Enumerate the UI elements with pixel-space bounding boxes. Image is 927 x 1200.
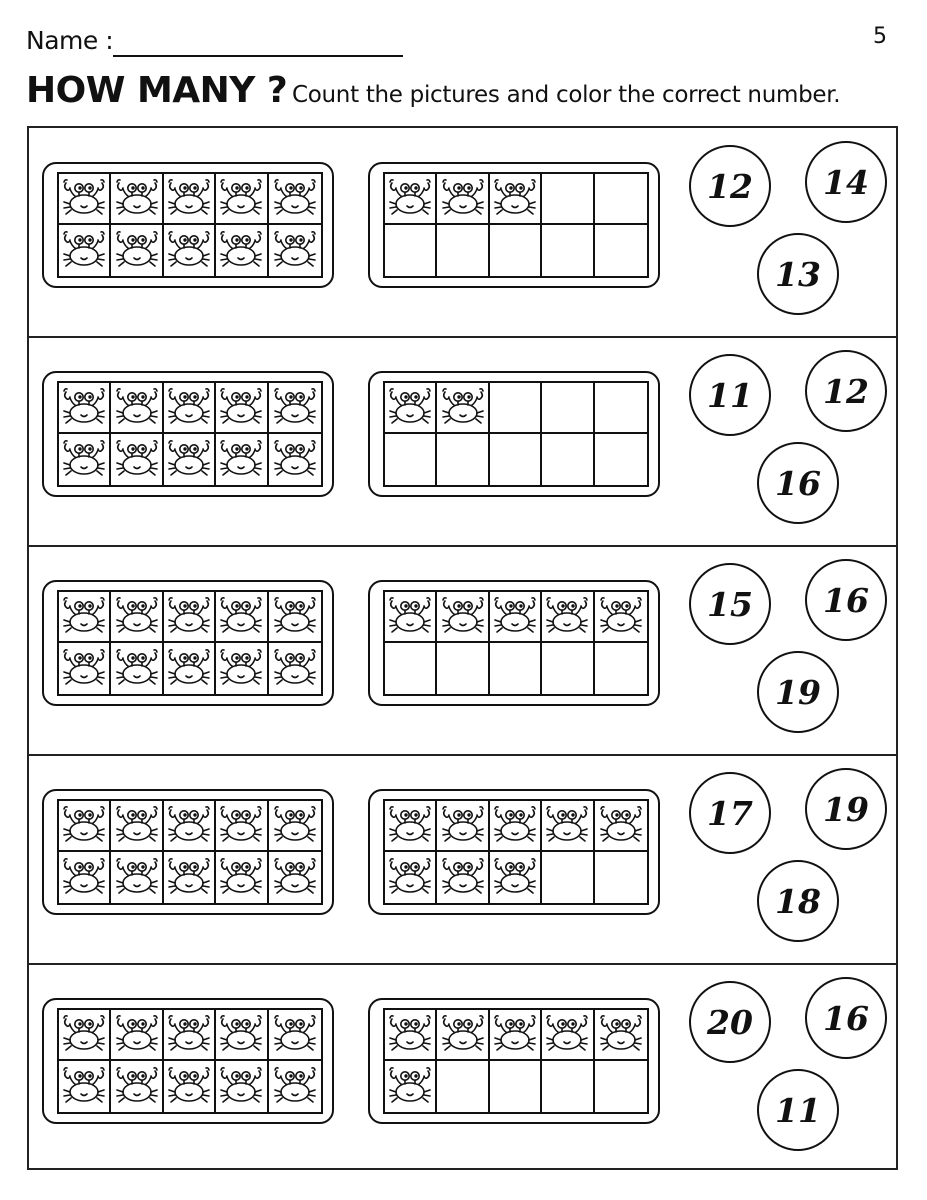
- ten-frame-cell: [111, 592, 163, 643]
- ten-frame-cell: [216, 225, 268, 276]
- crab-icon: [271, 386, 319, 430]
- ten-frame-cell: [437, 225, 489, 276]
- crab-icon: [217, 1065, 265, 1109]
- ten-frame-cell: [269, 643, 321, 694]
- ten-frame-cells: [57, 381, 323, 487]
- ten-frame-cell: [542, 383, 594, 434]
- ten-frame-cell: [385, 1061, 437, 1112]
- ten-frame-cell: [111, 174, 163, 225]
- ten-frame-cell: [164, 225, 216, 276]
- ten-frame-cells: [57, 1008, 323, 1114]
- ten-frame-cell: [111, 801, 163, 852]
- problem-row: [29, 337, 896, 546]
- crab-icon: [597, 1013, 645, 1057]
- ten-frame-cell: [437, 643, 489, 694]
- crab-icon: [439, 1013, 487, 1057]
- worksheet-title: HOW MANY ?: [26, 70, 288, 111]
- ten-frame-cell: [164, 434, 216, 485]
- ten-frame-cell: [269, 434, 321, 485]
- ten-frame-cell: [542, 852, 594, 903]
- crab-icon: [491, 856, 539, 900]
- ten-frame-cells: [57, 799, 323, 905]
- crab-icon: [439, 386, 487, 430]
- crab-icon: [543, 595, 591, 639]
- ten-frame-cell: [595, 643, 647, 694]
- number-choice[interactable]: 11: [689, 354, 771, 436]
- number-choice[interactable]: 19: [757, 651, 839, 733]
- worksheet-grid: [27, 126, 898, 1170]
- crab-icon: [271, 856, 319, 900]
- ten-frame-cell: [595, 1061, 647, 1112]
- crab-icon: [491, 804, 539, 848]
- ten-frame-cell: [269, 1010, 321, 1061]
- crab-icon: [386, 595, 434, 639]
- ten-frame-cell: [595, 592, 647, 643]
- ten-frame-cell: [385, 852, 437, 903]
- crab-icon: [113, 856, 161, 900]
- crab-icon: [217, 595, 265, 639]
- ten-frame-cell: [269, 383, 321, 434]
- ten-frame-cell: [164, 592, 216, 643]
- row-divider: [29, 545, 896, 547]
- name-line[interactable]: [113, 55, 403, 57]
- ten-frame-cells: [383, 381, 649, 487]
- ten-frame-cell: [490, 1010, 542, 1061]
- crab-icon: [597, 595, 645, 639]
- ten-frame-cell: [542, 174, 594, 225]
- number-choice[interactable]: 18: [757, 860, 839, 942]
- crab-icon: [543, 1013, 591, 1057]
- ten-frame-cell: [542, 643, 594, 694]
- crab-icon: [271, 438, 319, 482]
- ten-frame-cell: [111, 1061, 163, 1112]
- ten-frame-cell: [59, 174, 111, 225]
- crab-icon: [543, 804, 591, 848]
- crab-icon: [113, 438, 161, 482]
- ten-frame-left: [42, 789, 334, 915]
- ten-frame-left: [42, 162, 334, 288]
- ten-frame-cell: [216, 434, 268, 485]
- ten-frame-cell: [59, 852, 111, 903]
- crab-icon: [217, 177, 265, 221]
- name-label: Name :: [26, 26, 114, 55]
- ten-frame-cell: [490, 434, 542, 485]
- ten-frame-left: [42, 998, 334, 1124]
- crab-icon: [386, 1065, 434, 1109]
- ten-frame-cell: [269, 174, 321, 225]
- crab-icon: [386, 1013, 434, 1057]
- ten-frame-cell: [437, 434, 489, 485]
- crab-icon: [60, 647, 108, 691]
- crab-icon: [271, 804, 319, 848]
- crab-icon: [60, 856, 108, 900]
- crab-icon: [113, 386, 161, 430]
- ten-frame-cell: [595, 174, 647, 225]
- crab-icon: [386, 856, 434, 900]
- ten-frame-cell: [595, 852, 647, 903]
- crab-icon: [491, 595, 539, 639]
- ten-frame-cell: [437, 1010, 489, 1061]
- instruction-text: Count the pictures and color the correct number.: [292, 82, 841, 108]
- crab-icon: [271, 1065, 319, 1109]
- ten-frame-right: [368, 580, 660, 706]
- ten-frame-cell: [164, 801, 216, 852]
- number-choice[interactable]: 11: [757, 1069, 839, 1151]
- ten-frame-cell: [164, 643, 216, 694]
- crab-icon: [217, 438, 265, 482]
- ten-frame-cell: [595, 225, 647, 276]
- ten-frame-cell: [164, 174, 216, 225]
- crab-icon: [217, 386, 265, 430]
- number-choice[interactable]: 16: [757, 442, 839, 524]
- ten-frame-cell: [385, 643, 437, 694]
- crab-icon: [165, 595, 213, 639]
- crab-icon: [113, 229, 161, 273]
- number-choice[interactable]: 12: [805, 350, 887, 432]
- ten-frame-cell: [542, 801, 594, 852]
- ten-frame-right: [368, 162, 660, 288]
- ten-frame-cell: [59, 434, 111, 485]
- ten-frame-cell: [59, 643, 111, 694]
- ten-frame-cell: [269, 1061, 321, 1112]
- ten-frame-cell: [595, 434, 647, 485]
- ten-frame-cell: [437, 592, 489, 643]
- crab-icon: [113, 804, 161, 848]
- number-choice[interactable]: 19: [805, 768, 887, 850]
- crab-icon: [439, 856, 487, 900]
- crab-icon: [217, 229, 265, 273]
- ten-frame-cell: [437, 174, 489, 225]
- crab-icon: [217, 1013, 265, 1057]
- crab-icon: [165, 647, 213, 691]
- ten-frame-cell: [216, 383, 268, 434]
- crab-icon: [165, 804, 213, 848]
- crab-icon: [165, 1013, 213, 1057]
- ten-frame-cells: [383, 172, 649, 278]
- ten-frame-left: [42, 580, 334, 706]
- number-choice[interactable]: 16: [805, 559, 887, 641]
- problem-row: [29, 128, 896, 337]
- crab-icon: [386, 386, 434, 430]
- crab-icon: [386, 804, 434, 848]
- ten-frame-cell: [437, 852, 489, 903]
- ten-frame-cell: [111, 1010, 163, 1061]
- ten-frame-cells: [57, 172, 323, 278]
- ten-frame-cell: [164, 1061, 216, 1112]
- ten-frame-cell: [490, 643, 542, 694]
- number-choice[interactable]: 12: [689, 145, 771, 227]
- ten-frame-right: [368, 371, 660, 497]
- ten-frame-cell: [437, 801, 489, 852]
- problem-row: [29, 964, 896, 1173]
- ten-frame-cell: [111, 434, 163, 485]
- ten-frame-cell: [164, 1010, 216, 1061]
- ten-frame-cell: [542, 1061, 594, 1112]
- ten-frame-cell: [59, 1061, 111, 1112]
- crab-icon: [60, 386, 108, 430]
- ten-frame-cell: [269, 852, 321, 903]
- crab-icon: [597, 804, 645, 848]
- ten-frame-cell: [385, 434, 437, 485]
- crab-icon: [60, 804, 108, 848]
- ten-frame-cells: [383, 590, 649, 696]
- page-number: 5: [873, 24, 887, 49]
- crab-icon: [165, 229, 213, 273]
- ten-frame-cell: [385, 383, 437, 434]
- ten-frame-cell: [164, 383, 216, 434]
- crab-icon: [439, 804, 487, 848]
- number-choice[interactable]: 17: [689, 772, 771, 854]
- crab-icon: [60, 177, 108, 221]
- ten-frame-cell: [111, 643, 163, 694]
- ten-frame-cell: [216, 852, 268, 903]
- crab-icon: [60, 438, 108, 482]
- crab-icon: [60, 1065, 108, 1109]
- crab-icon: [439, 177, 487, 221]
- crab-icon: [165, 177, 213, 221]
- ten-frame-cell: [542, 592, 594, 643]
- ten-frame-cell: [269, 801, 321, 852]
- ten-frame-cell: [490, 1061, 542, 1112]
- ten-frame-cell: [385, 174, 437, 225]
- ten-frame-cell: [59, 225, 111, 276]
- crab-icon: [113, 1065, 161, 1109]
- crab-icon: [165, 1065, 213, 1109]
- ten-frame-cell: [490, 592, 542, 643]
- ten-frame-cell: [111, 852, 163, 903]
- ten-frame-cell: [269, 225, 321, 276]
- crab-icon: [217, 856, 265, 900]
- ten-frame-cells: [383, 1008, 649, 1114]
- ten-frame-cell: [385, 1010, 437, 1061]
- ten-frame-cell: [490, 852, 542, 903]
- crab-icon: [60, 1013, 108, 1057]
- crab-icon: [60, 229, 108, 273]
- row-divider: [29, 963, 896, 965]
- ten-frame-cell: [385, 225, 437, 276]
- ten-frame-cells: [57, 590, 323, 696]
- ten-frame-cell: [385, 801, 437, 852]
- ten-frame-cell: [216, 1061, 268, 1112]
- problem-row: [29, 755, 896, 964]
- crab-icon: [439, 595, 487, 639]
- ten-frame-cell: [595, 801, 647, 852]
- ten-frame-cell: [216, 801, 268, 852]
- ten-frame-cell: [542, 434, 594, 485]
- crab-icon: [165, 386, 213, 430]
- crab-icon: [271, 229, 319, 273]
- crab-icon: [271, 177, 319, 221]
- ten-frame-cell: [542, 225, 594, 276]
- ten-frame-cell: [59, 1010, 111, 1061]
- crab-icon: [271, 647, 319, 691]
- crab-icon: [165, 438, 213, 482]
- ten-frame-cell: [490, 383, 542, 434]
- crab-icon: [217, 804, 265, 848]
- ten-frame-cell: [490, 801, 542, 852]
- ten-frame-left: [42, 371, 334, 497]
- crab-icon: [271, 1013, 319, 1057]
- crab-icon: [491, 177, 539, 221]
- number-choice[interactable]: 16: [805, 977, 887, 1059]
- ten-frame-cell: [595, 383, 647, 434]
- crab-icon: [271, 595, 319, 639]
- ten-frame-cell: [59, 383, 111, 434]
- number-choice[interactable]: 14: [805, 141, 887, 223]
- crab-icon: [165, 856, 213, 900]
- ten-frame-cell: [490, 174, 542, 225]
- ten-frame-right: [368, 789, 660, 915]
- ten-frame-cell: [59, 592, 111, 643]
- ten-frame-cell: [595, 1010, 647, 1061]
- crab-icon: [113, 1013, 161, 1057]
- crab-icon: [113, 647, 161, 691]
- ten-frame-cells: [383, 799, 649, 905]
- crab-icon: [217, 647, 265, 691]
- ten-frame-cell: [111, 225, 163, 276]
- ten-frame-cell: [111, 383, 163, 434]
- ten-frame-cell: [164, 852, 216, 903]
- ten-frame-cell: [269, 592, 321, 643]
- row-divider: [29, 336, 896, 338]
- ten-frame-cell: [216, 174, 268, 225]
- ten-frame-right: [368, 998, 660, 1124]
- number-choice[interactable]: 15: [689, 563, 771, 645]
- ten-frame-cell: [437, 1061, 489, 1112]
- ten-frame-cell: [385, 592, 437, 643]
- number-choice[interactable]: 13: [757, 233, 839, 315]
- crab-icon: [113, 595, 161, 639]
- ten-frame-cell: [59, 801, 111, 852]
- ten-frame-cell: [216, 1010, 268, 1061]
- ten-frame-cell: [490, 225, 542, 276]
- crab-icon: [386, 177, 434, 221]
- ten-frame-cell: [216, 643, 268, 694]
- ten-frame-cell: [216, 592, 268, 643]
- crab-icon: [60, 595, 108, 639]
- row-divider: [29, 754, 896, 756]
- ten-frame-cell: [437, 383, 489, 434]
- crab-icon: [491, 1013, 539, 1057]
- crab-icon: [113, 177, 161, 221]
- problem-row: [29, 546, 896, 755]
- ten-frame-cell: [542, 1010, 594, 1061]
- number-choice[interactable]: 20: [689, 981, 771, 1063]
